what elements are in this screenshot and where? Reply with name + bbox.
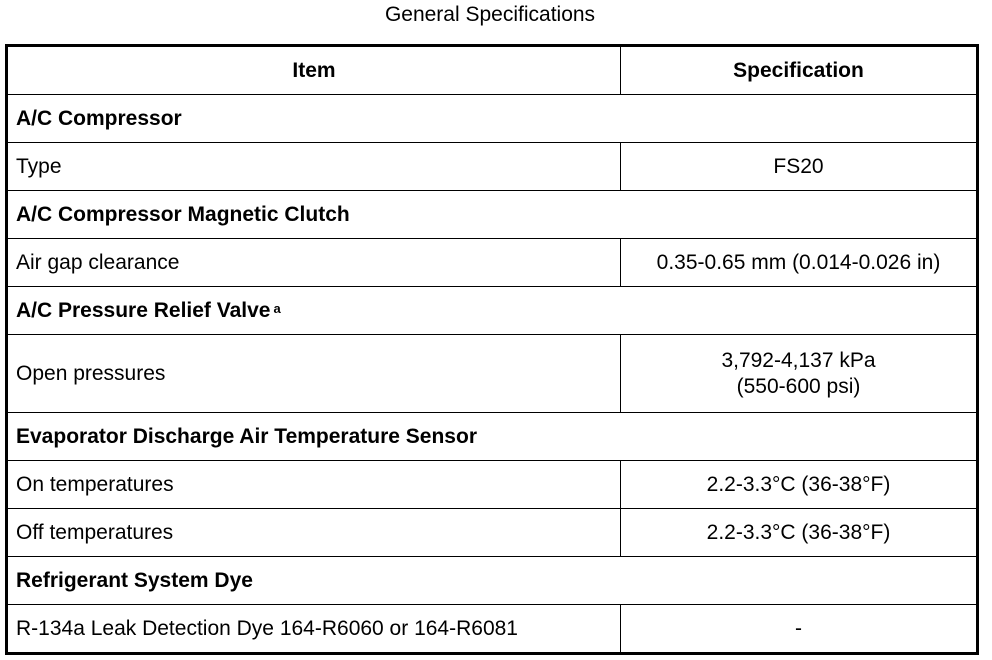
- spec-line-psi: (550-600 psi): [736, 374, 861, 398]
- section-ac-compressor: A/C Compressor: [7, 95, 978, 143]
- spec-cell: [621, 335, 978, 413]
- item-cell: Open pressures: [7, 335, 621, 413]
- item-cell: Off temperatures: [7, 509, 621, 557]
- spec-cell: 2.2-3.3°C (36-38°F): [621, 509, 978, 557]
- general-specifications-table: [5, 44, 979, 655]
- spec-cell: 2.2-3.3°C (36-38°F): [621, 461, 978, 509]
- header-specification: Specification: [621, 46, 978, 95]
- spec-cell: -: [621, 605, 978, 654]
- section-label: A/C Pressure Relief Valve: [16, 298, 271, 322]
- section-row: [7, 413, 978, 461]
- table-row: [7, 143, 978, 191]
- item-cell: Air gap clearance: [7, 239, 621, 287]
- spec-cell: FS20: [621, 143, 978, 191]
- section-evaporator-sensor: Evaporator Discharge Air Temperature Sensor: [7, 413, 978, 461]
- section-magnetic-clutch: A/C Compressor Magnetic Clutch: [7, 191, 978, 239]
- section-row: [7, 287, 978, 335]
- table-row: [7, 239, 978, 287]
- section-row: [7, 557, 978, 605]
- table-caption: General Specifications: [384, 3, 596, 26]
- section-pressure-relief-valve: [7, 287, 978, 335]
- header-item: Item: [7, 46, 621, 95]
- table-row: [7, 605, 978, 654]
- spec-line-kpa: 3,792-4,137 kPa: [721, 348, 876, 372]
- item-cell: R-134a Leak Detection Dye 164-R6060 or 164-R6081: [7, 605, 621, 654]
- section-row: [7, 95, 978, 143]
- section-row: [7, 191, 978, 239]
- item-cell: Type: [7, 143, 621, 191]
- spec-cell: 0.35-0.65 mm (0.014-0.026 in): [621, 239, 978, 287]
- table-row: [7, 509, 978, 557]
- section-refrigerant-dye: Refrigerant System Dye: [7, 557, 978, 605]
- footnote-marker: a: [273, 300, 281, 316]
- table-row: [7, 335, 978, 413]
- table-header-row: [7, 46, 978, 95]
- item-cell: On temperatures: [7, 461, 621, 509]
- table-row: [7, 461, 978, 509]
